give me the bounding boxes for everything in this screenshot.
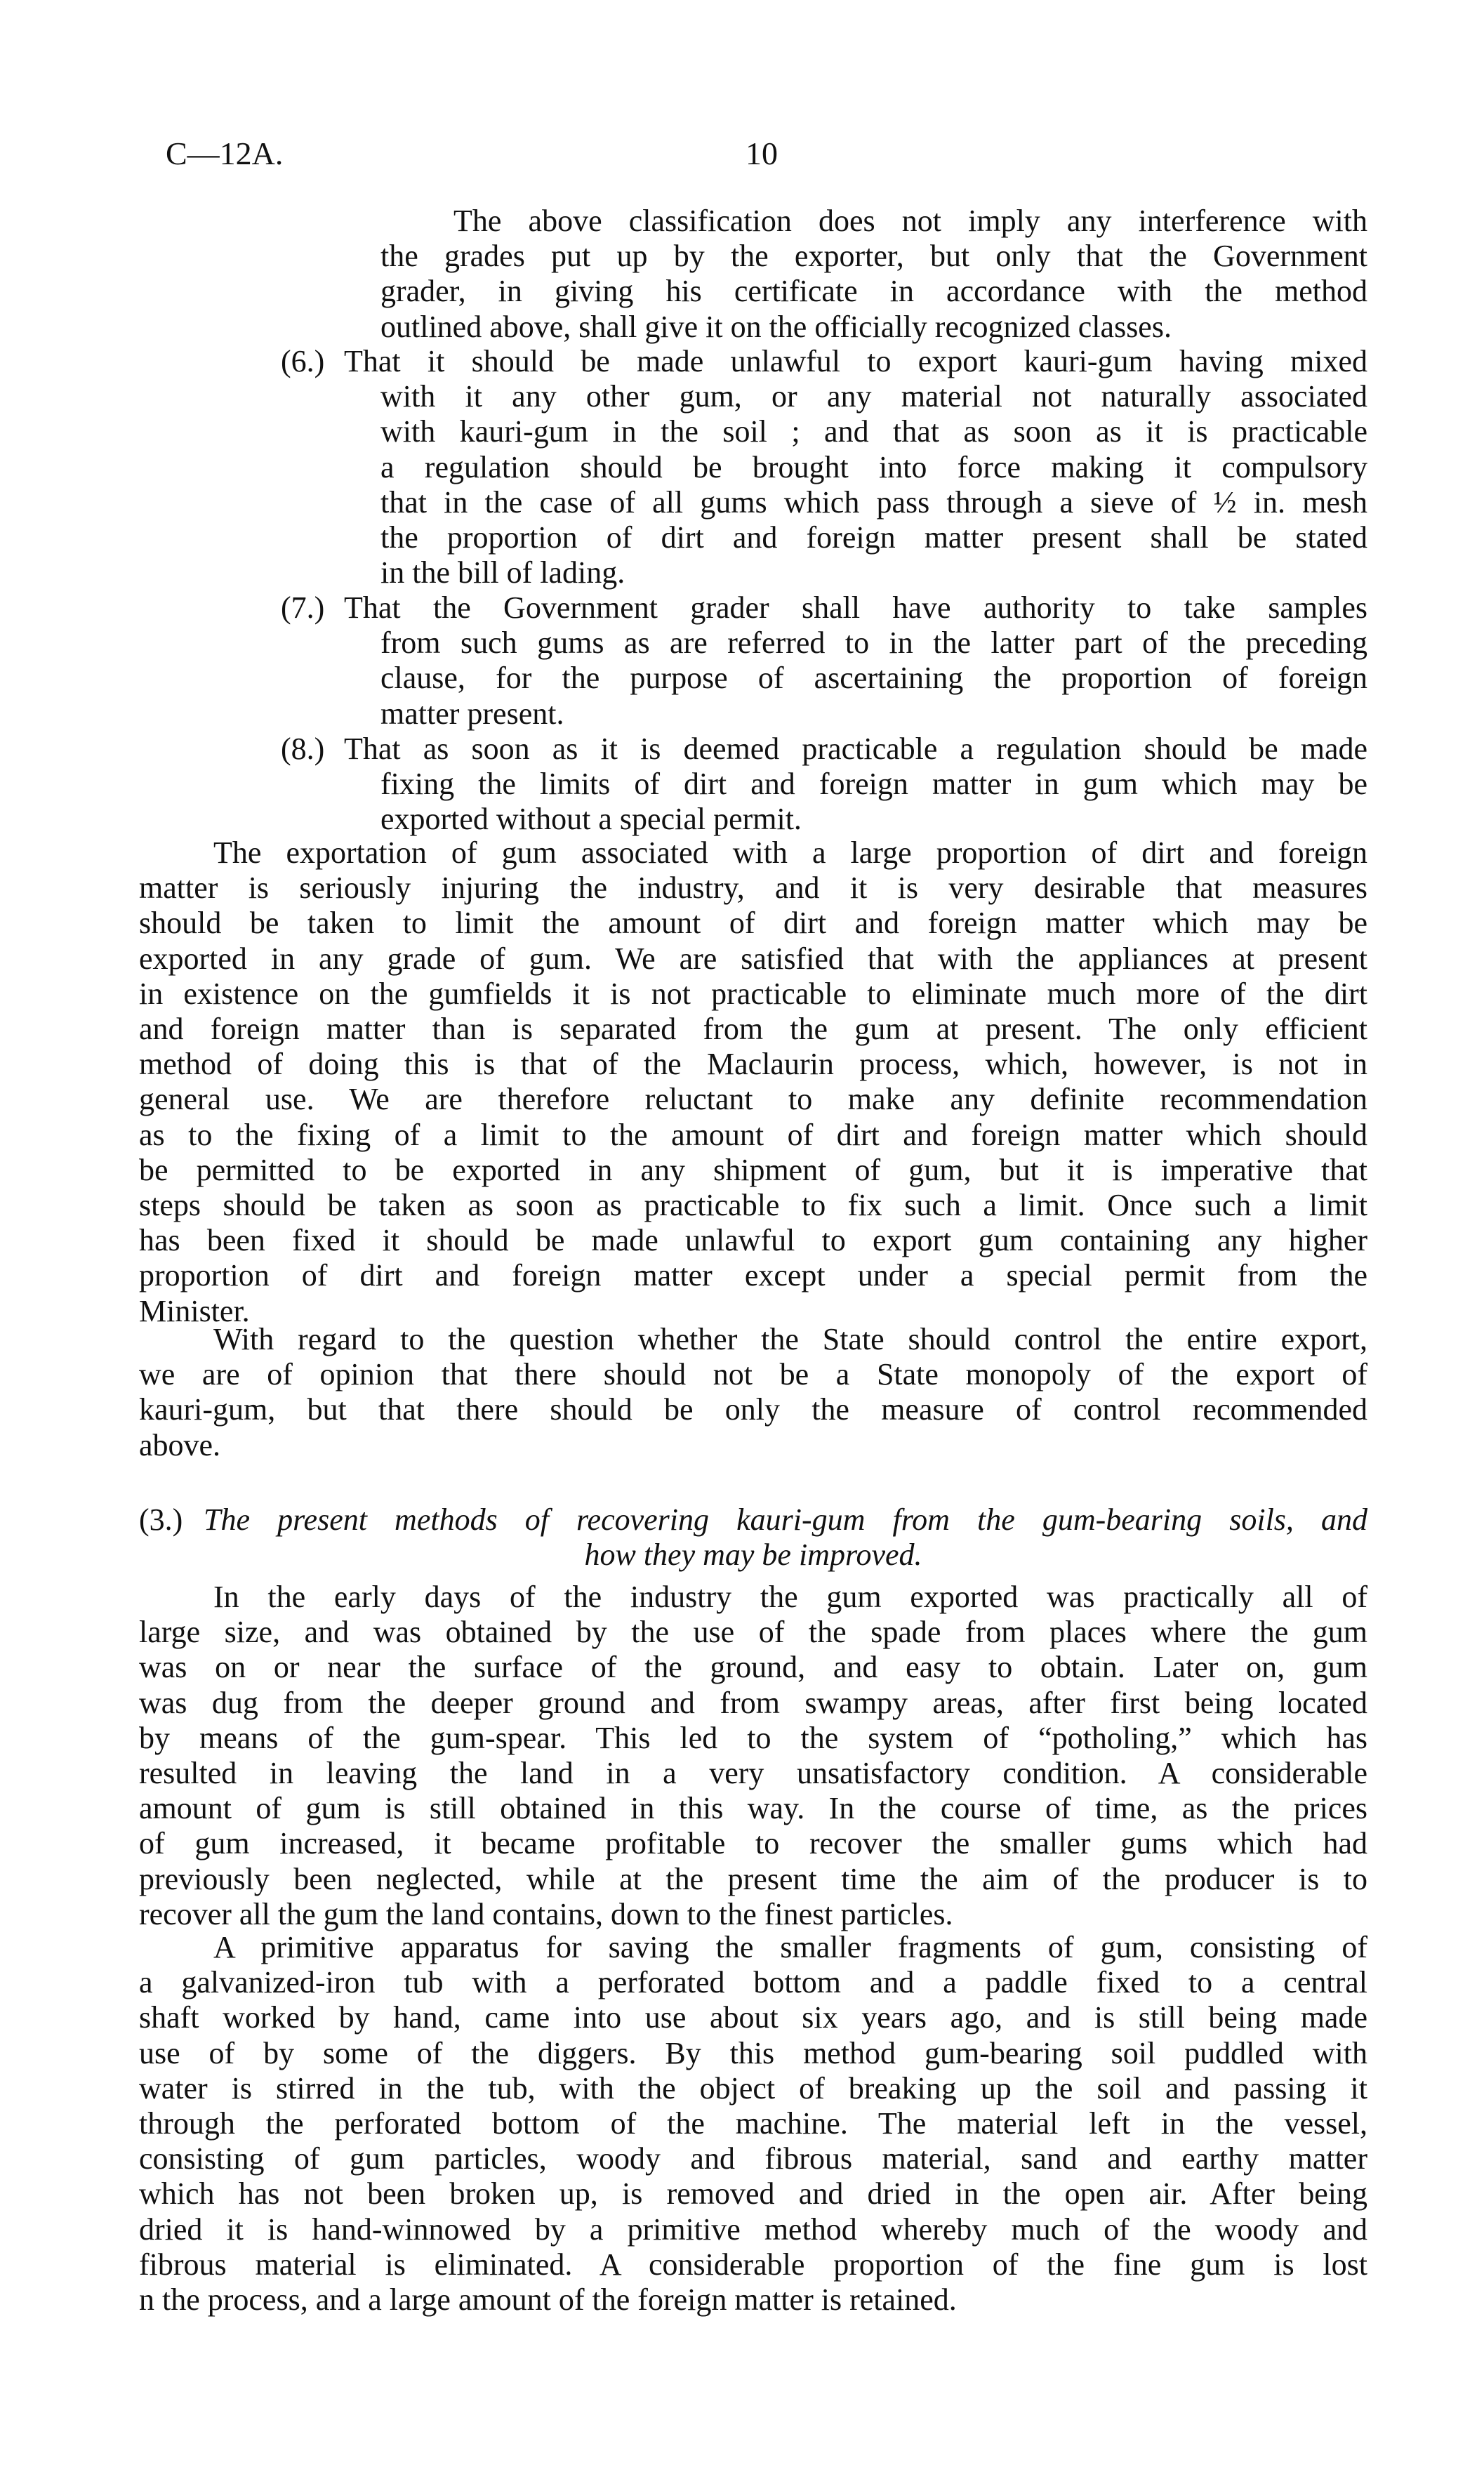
item-7-number: (7.) — [281, 590, 325, 625]
para-exportation-line: matter is seriously injuring the industry, and it is very desirable that measures — [139, 871, 1367, 906]
para-primitive-apparatus-line: consisting of gum particles, woody and fibrous material, sand and earthy matter — [139, 2141, 1367, 2176]
page-number: 10 — [746, 135, 778, 171]
item-6-line: with it any other gum, or any material not naturally associated — [380, 379, 1367, 414]
item-6-line: That it should be made unlawful to export kauri-gum having mixed — [344, 344, 1367, 378]
section-heading-line: how they may be improved. — [584, 1538, 922, 1573]
para-primitive-apparatus-line: n the process, and a large amount of the foreign matter is retained. — [139, 2282, 957, 2317]
para-early-days-line: In the early days of the industry the gum exported was practically all of — [213, 1580, 1367, 1614]
para-exportation-line: proportion of dirt and foreign matter except under a special permit from the — [139, 1258, 1367, 1293]
item-6-line: with kauri-gum in the soil ; and that as soon as it is practicable — [380, 414, 1367, 449]
document-code: C—12A. — [166, 135, 284, 171]
para-primitive-apparatus-line: a galvanized-iron tub with a perforated bottom and a paddle fixed to a central — [139, 1965, 1367, 2000]
para-early-days-line: large size, and was obtained by the use of the spade from places where the gum — [139, 1615, 1367, 1650]
para-primitive-apparatus-line: through the perforated bottom of the machine. The material left in the vessel, — [139, 2106, 1367, 2141]
para-primitive-apparatus-line: use of by some of the diggers. By this method gum-bearing soil puddled with — [139, 2035, 1367, 2070]
para-primitive-apparatus-line: shaft worked by hand, came into use about six years ago, and is still being made — [139, 2000, 1367, 2035]
para-exportation-line: as to the fixing of a limit to the amount of dirt and foreign matter which should — [139, 1117, 1367, 1152]
para-state-control-line: we are of opinion that there should not be a State monopoly of the export of — [139, 1357, 1367, 1392]
section-heading-number: (3.) — [139, 1502, 183, 1537]
para-exportation-line: The exportation of gum associated with a large proportion of dirt and foreign — [213, 835, 1367, 870]
para-exportation-line: steps should be taken as soon as practicable to fix such a limit. Once such a limit — [139, 1188, 1367, 1222]
para-state-control-line: kauri-gum, but that there should be only the measure of control recommended — [139, 1392, 1367, 1427]
para-early-days-line: amount of gum is still obtained in this way. In the course of time, as the prices — [139, 1791, 1367, 1826]
para-classification-line: the grades put up by the exporter, but only that the Government — [380, 239, 1367, 274]
item-7-line: clause, for the purpose of ascertaining the proportion of foreign — [380, 661, 1367, 696]
para-exportation-line: should be taken to limit the amount of dirt and foreign matter which may be — [139, 906, 1367, 941]
para-early-days-line: recover all the gum the land contains, down to the finest particles. — [139, 1896, 953, 1931]
para-early-days-line: was dug from the deeper ground and from swampy areas, after first being located — [139, 1685, 1367, 1720]
para-exportation-line: and foreign matter than is separated from the gum at present. The only efficient — [139, 1012, 1367, 1046]
para-primitive-apparatus-line: water is stirred in the tub, with the object of breaking up the soil and passing it — [139, 2070, 1367, 2106]
para-exportation-line: has been fixed it should be made unlawful to export gum containing any higher — [139, 1223, 1367, 1258]
para-primitive-apparatus-line: fibrous material is eliminated. A considerable proportion of the fine gum is lost — [139, 2247, 1367, 2282]
para-classification-line: grader, in giving his certificate in accordance with the method — [380, 274, 1367, 309]
item-8-line: That as soon as it is deemed practicable a regulation should be made — [344, 732, 1367, 766]
item-6-line: that in the case of all gums which pass through a sieve of ½ in. mesh — [380, 484, 1367, 520]
item-8-line: exported without a special permit. — [380, 802, 802, 837]
item-6-number: (6.) — [281, 344, 325, 378]
para-exportation-line: method of doing this is that of the Maclaurin process, which, however, is not in — [139, 1047, 1367, 1082]
para-exportation-line: exported in any grade of gum. We are satisfied that with the appliances at present — [139, 941, 1367, 976]
item-6-line: the proportion of dirt and foreign matter present shall be stated — [380, 520, 1367, 555]
item-6-line: a regulation should be brought into force making it compulsory — [380, 449, 1367, 484]
para-early-days-line: previously been neglected, while at the present time the aim of the producer is to — [139, 1861, 1367, 1896]
para-early-days-line: was on or near the surface of the ground, and easy to obtain. Later on, gum — [139, 1650, 1367, 1685]
para-exportation-line: in existence on the gumfields it is not practicable to eliminate much more of the dirt — [139, 976, 1367, 1011]
para-early-days-line: by means of the gum-spear. This led to the system of “potholing,” which has — [139, 1720, 1367, 1755]
para-exportation-line: Minister. — [139, 1293, 250, 1328]
para-exportation-line: general use. We are therefore reluctant to make any definite recommendation — [139, 1082, 1367, 1117]
section-heading-line: The present methods of recovering kauri-gum from the gum-bearing soils, and — [204, 1502, 1367, 1537]
para-exportation-line: be permitted to be exported in any shipment of gum, but it is imperative that — [139, 1152, 1367, 1187]
para-early-days-line: resulted in leaving the land in a very unsatisfactory condition. A considerable — [139, 1756, 1367, 1790]
item-8-line: fixing the limits of dirt and foreign matter in gum which may be — [380, 767, 1367, 802]
para-state-control-line: above. — [139, 1427, 221, 1462]
para-early-days-line: of gum increased, it became profitable to recover the smaller gums which had — [139, 1826, 1367, 1861]
para-primitive-apparatus-line: A primitive apparatus for saving the smaller fragments of gum, consisting of — [213, 1930, 1367, 1964]
item-7-line: That the Government grader shall have authority to take samples — [344, 590, 1367, 625]
item-6-line: in the bill of lading. — [380, 555, 625, 590]
para-classification-line: outlined above, shall give it on the officially recognized classes. — [380, 309, 1172, 344]
para-classification-line: The above classification does not imply any interference with — [453, 204, 1367, 238]
para-primitive-apparatus-line: which has not been broken up, is removed and dried in the open air. After being — [139, 2176, 1367, 2212]
item-7-line: from such gums as are referred to in the latter part of the preceding — [380, 626, 1367, 661]
item-8-number: (8.) — [281, 732, 325, 766]
item-7-line: matter present. — [380, 696, 564, 731]
para-state-control-line: With regard to the question whether the State should control the entire export, — [213, 1322, 1367, 1356]
para-primitive-apparatus-line: dried it is hand-winnowed by a primitive method whereby much of the woody and — [139, 2212, 1367, 2247]
